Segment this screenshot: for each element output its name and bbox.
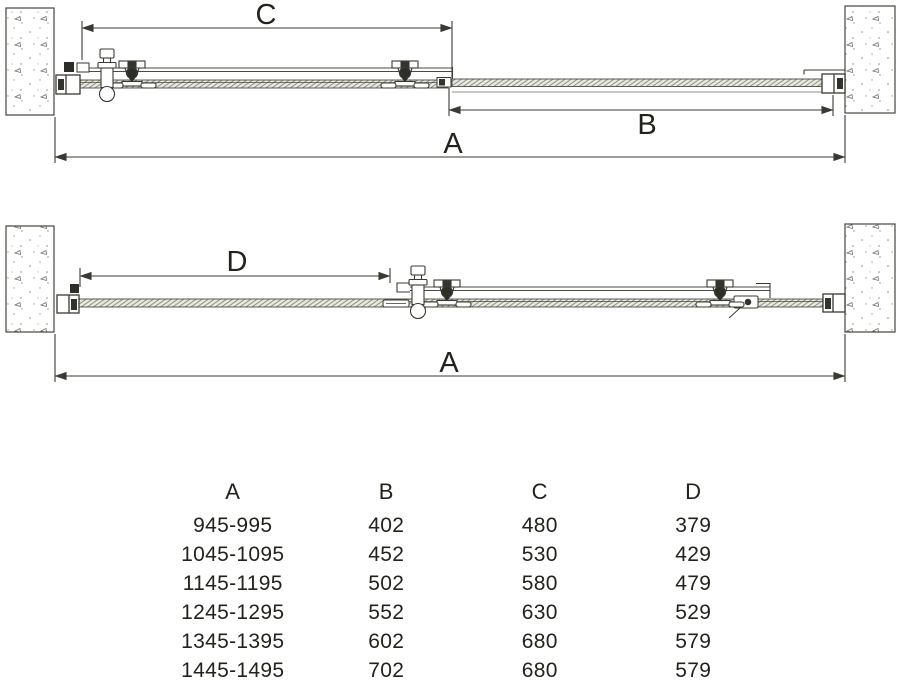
- roller-carriage: [423, 280, 471, 307]
- table-cell: 530: [521, 543, 558, 566]
- table-header-d: D: [685, 479, 702, 504]
- table-cell: 1445-1495: [181, 659, 285, 682]
- table-cell: 1045-1095: [181, 543, 285, 566]
- wall-section-right: [845, 224, 895, 332]
- dim-label-c: C: [255, 0, 277, 31]
- table-cell: 580: [521, 572, 558, 595]
- dim-label-a-bottom: A: [439, 347, 459, 379]
- table-row: [156, 511, 770, 540]
- panel-junction-bracket: [383, 300, 409, 307]
- wall-profile-left: [56, 75, 80, 94]
- table-row: [156, 540, 770, 569]
- table-cell: 680: [521, 659, 558, 682]
- table-cell: 702: [368, 659, 405, 682]
- top-view-diagram: [6, 0, 895, 163]
- table-row: [156, 569, 770, 598]
- table-cell: 502: [368, 572, 405, 595]
- table-cell: 1245-1295: [181, 601, 285, 624]
- table-cell: 452: [368, 543, 405, 566]
- table-body: [156, 511, 770, 685]
- table-cell: 552: [368, 601, 405, 624]
- table-header-row: [156, 476, 770, 507]
- wall-profile-right: [823, 294, 845, 312]
- table-cell: 1145-1195: [182, 572, 283, 595]
- table-cell: 1345-1395: [181, 630, 285, 653]
- bottom-view-diagram: [6, 224, 895, 382]
- table-cell: 579: [675, 659, 712, 682]
- table-cell: 379: [675, 514, 712, 537]
- table-row: [156, 598, 770, 627]
- table-cell: 602: [368, 630, 405, 653]
- roller-carriage: [696, 280, 744, 307]
- table-header-b: B: [378, 479, 394, 504]
- table-cell: 630: [521, 601, 558, 624]
- fixed-panel-glass: [452, 79, 824, 92]
- dimension-b: [449, 88, 833, 141]
- wall-profile-left: [57, 295, 79, 313]
- table-cell: 680: [521, 630, 558, 653]
- dimension-table: [156, 476, 770, 685]
- table-row: [156, 656, 770, 685]
- table-cell: 945-995: [193, 514, 273, 537]
- dim-label-d: D: [226, 246, 248, 278]
- fixed-panel-glass: [79, 299, 398, 307]
- end-stop: [70, 284, 79, 293]
- dimension-a-bottom: [55, 334, 845, 382]
- dimension-d: [80, 246, 390, 287]
- dim-label-a-top: A: [443, 128, 463, 160]
- table-header-a: A: [225, 479, 241, 504]
- table-cell: 479: [675, 572, 712, 595]
- table-cell: 480: [521, 514, 558, 537]
- table-cell: 429: [675, 543, 712, 566]
- table-cell: 529: [675, 601, 712, 624]
- wall-section-left: [6, 8, 54, 115]
- roller-carriage: [381, 61, 429, 88]
- knob-handle: [409, 266, 427, 319]
- dimension-a-top: [55, 115, 845, 163]
- panel-junction-bracket: [437, 78, 451, 88]
- wall-section-left: [6, 226, 54, 332]
- knob-handle: [98, 49, 116, 102]
- dim-label-b: B: [637, 109, 657, 141]
- table-header-c: C: [531, 479, 548, 504]
- table-cell: 579: [675, 630, 712, 653]
- table-cell: 402: [368, 514, 405, 537]
- table-row: [156, 627, 770, 656]
- wall-section-right: [845, 6, 895, 113]
